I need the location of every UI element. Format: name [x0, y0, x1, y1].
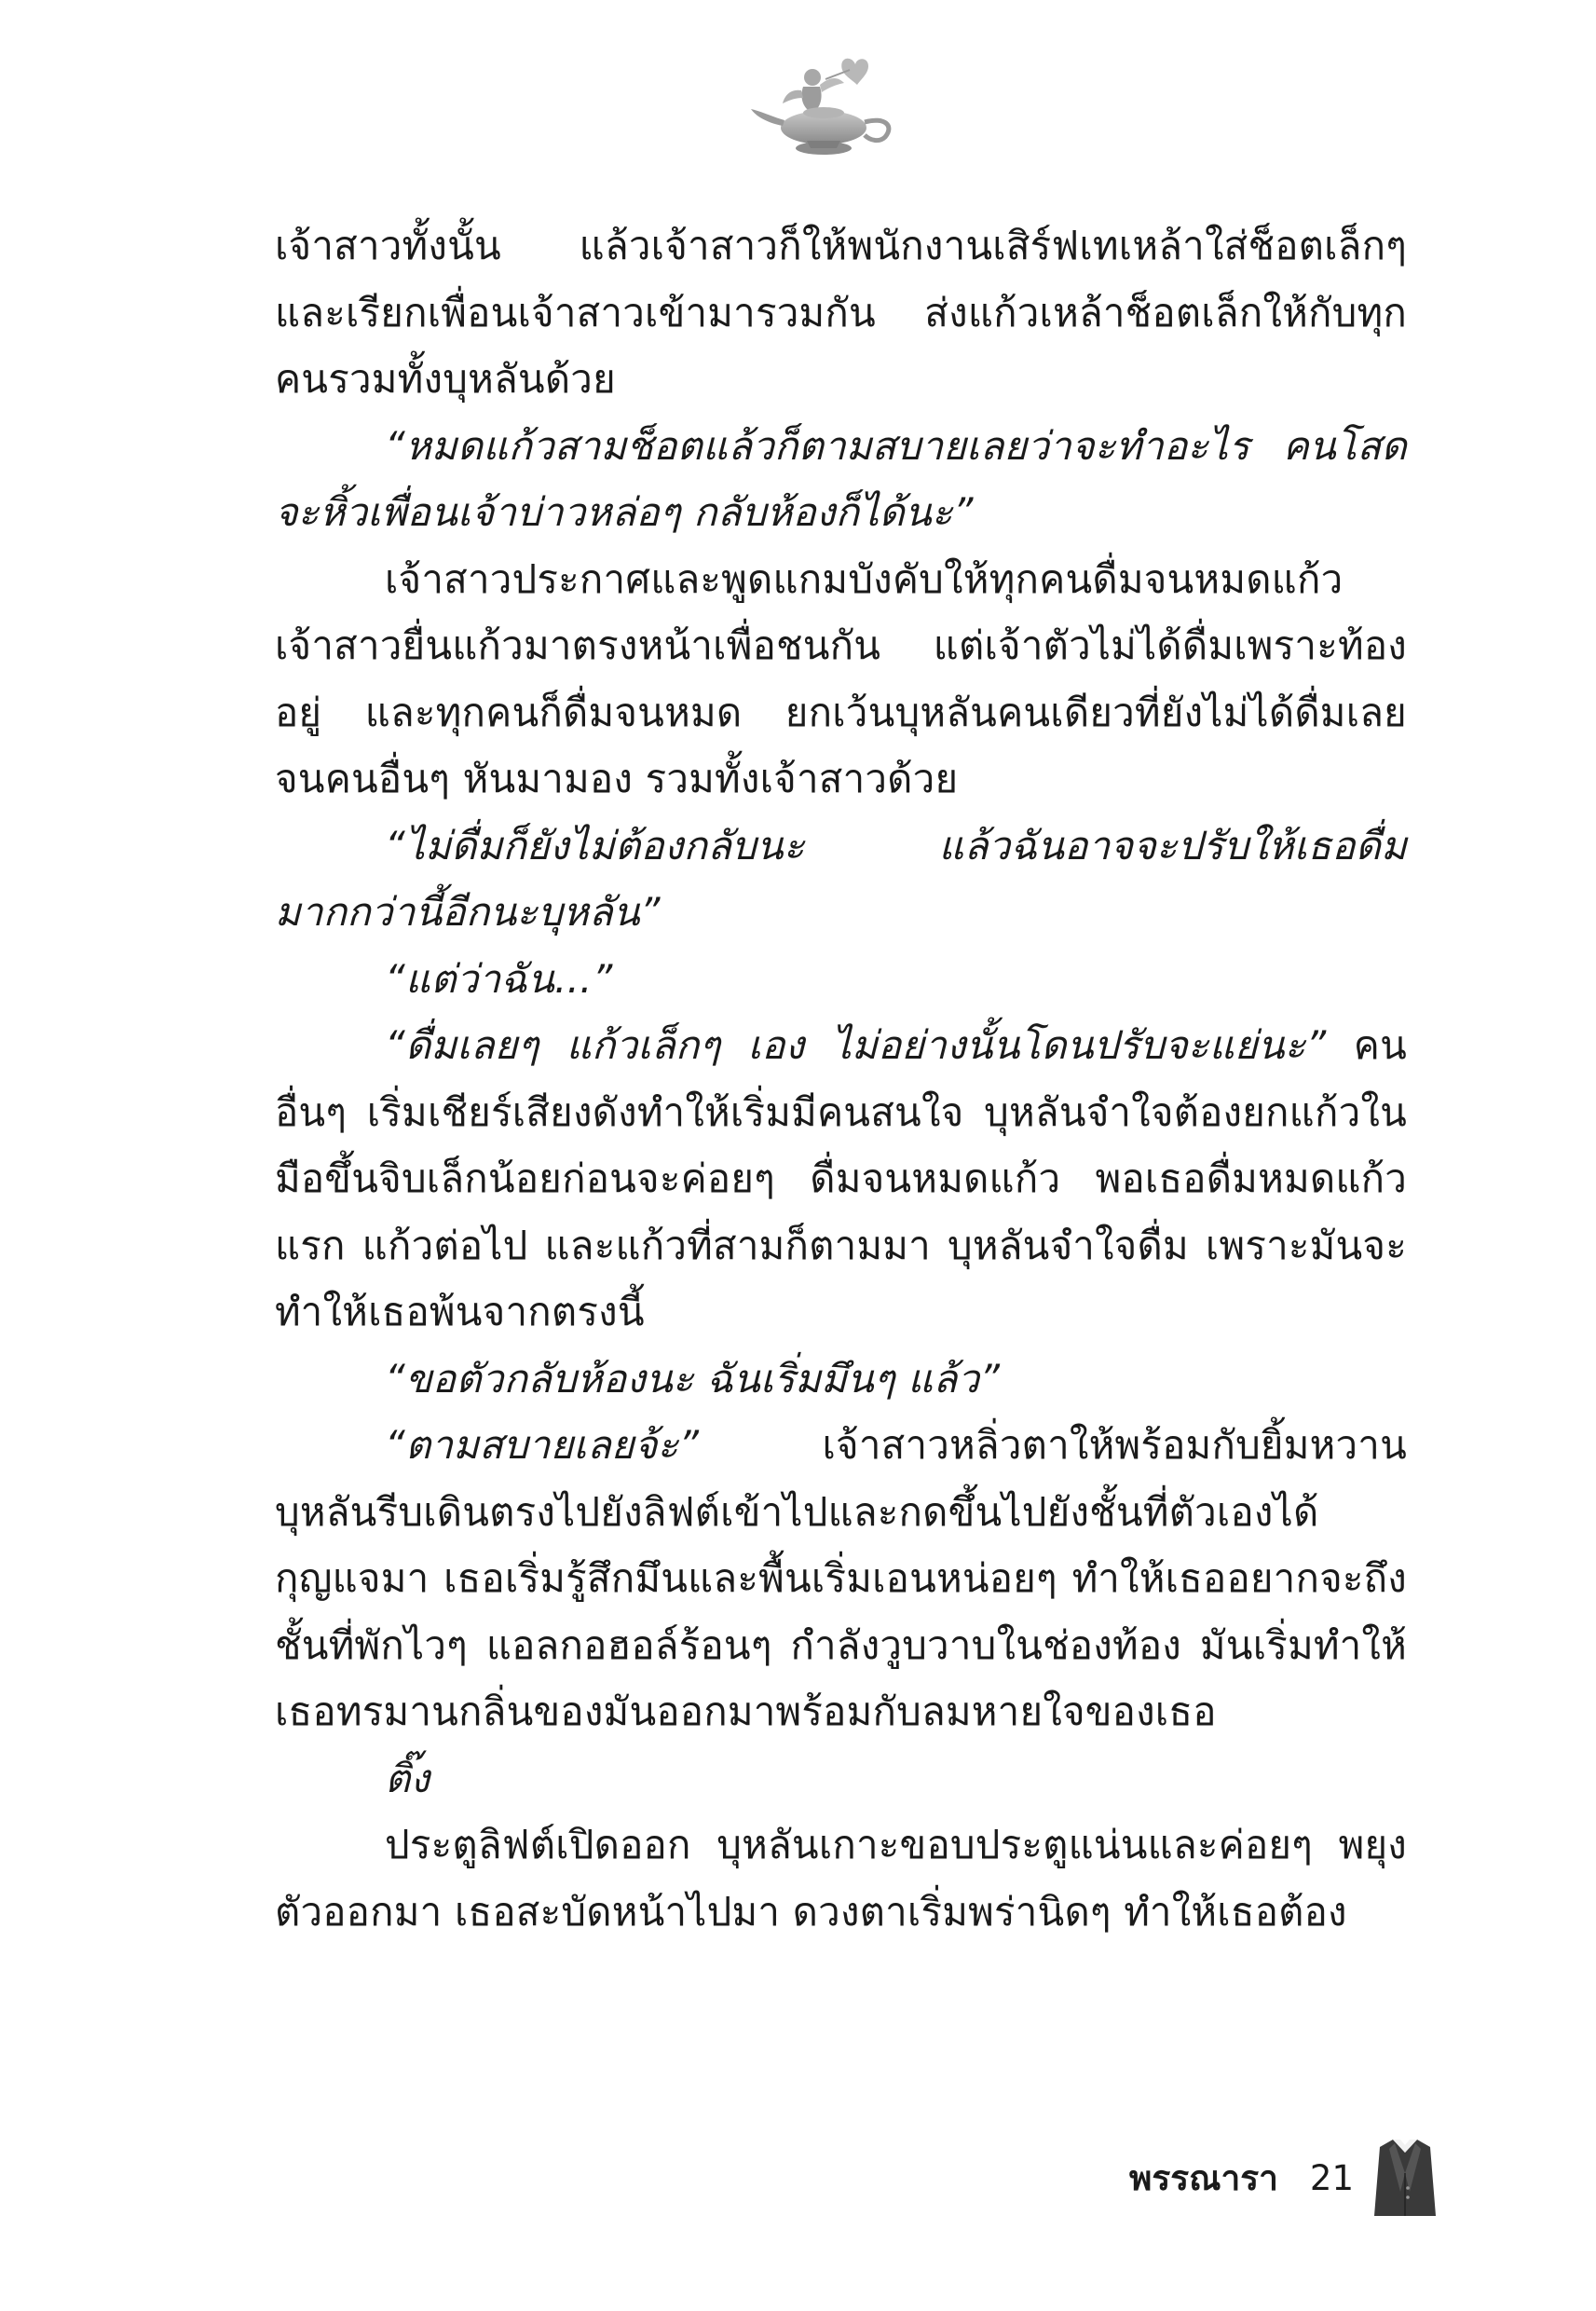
paragraph — [275, 212, 1407, 413]
page-number: 21 — [1309, 2157, 1354, 2198]
narration-text: ประตูลิฟต์เปิดออก บุหลันเกาะขอบประตูแน่นและค่อยๆ พยุงตัวออกมา เธอสะบัดหน้าไปมา ดวงตาเริ่มพร่านิดๆ ทำให้เธอต้อง — [275, 1822, 1407, 1935]
paragraph — [275, 946, 1407, 1013]
paragraph — [275, 813, 1407, 946]
dialogue-text: “ดื่มเลยๆ แก้วเล็กๆ เอง ไม่อย่างนั้นโดนปรับจะแย่นะ” — [385, 1022, 1327, 1068]
paragraph — [275, 1745, 1407, 1812]
paragraph — [275, 546, 1407, 813]
paragraph — [275, 1012, 1407, 1346]
paragraph — [275, 1346, 1407, 1413]
suit-jacket-icon — [1372, 2136, 1438, 2220]
paragraph — [275, 1412, 1407, 1745]
dialogue-text: “ขอตัวกลับห้องนะ ฉันเริ่มมึนๆ แล้ว” — [385, 1355, 1001, 1402]
page-footer — [1129, 2136, 1438, 2220]
story-text — [275, 212, 1407, 1945]
paragraph — [275, 1812, 1407, 1945]
sound-effect-text: ติ๊ง — [385, 1755, 430, 1801]
paragraph — [275, 413, 1407, 546]
dialogue-text: “ไม่ดื่มก็ยังไม่ต้องกลับนะ แล้วฉันอาจจะปรับให้เธอดื่มมากกว่านี้อีกนะบุหลัน” — [275, 822, 1407, 935]
dialogue-text: “หมดแก้วสามช็อตแล้วก็ตามสบายเลยว่าจะทำอะไร คนโสดจะหิ้วเพื่อนเจ้าบ่าวหล่อๆ กลับห้องก็ได้นะ” — [275, 422, 1407, 535]
dialogue-text: “แต่ว่าฉัน...” — [385, 955, 613, 1002]
book-title: พรรณารา — [1129, 2157, 1278, 2198]
narration-text: คนอื่นๆ เริ่มเชียร์เสียงดังทำให้เริ่มมีคนสนใจ บุหลันจำใจต้องยกแก้วในมือขึ้นจิบเล็กน้อยก่อนจะค่อยๆ ดื่มจนหมดแก้ว พอเธอดื่มหมดแก้วแรก แก้วต่อไป และแก้วที่สามก็ตามมา บุหลันจำใจดื่ม เพราะมันจะทำให้เธอพ้นจากตรงนี้ — [275, 1022, 1407, 1334]
cupid-teapot-icon — [745, 51, 904, 163]
dialogue-text: “ตามสบายเลยจ้ะ” — [385, 1422, 700, 1468]
narration-text: เจ้าสาวหลิ่วตาให้พร้อมกับยิ้มหวาน บุหลันรีบเดินตรงไปยังลิฟต์เข้าไปและกดขึ้นไปยังชั้นที่ตัวเองได้กุญแจมา เธอเริ่มรู้สึกมึนและพื้นเริ่มเอนหน่อยๆ ทำให้เธออยากจะถึงชั้นที่พักไวๆ แอลกอฮอล์ร้อนๆ กำลังวูบวาบในช่องท้อง มันเริ่มทำให้เธอทรมานกลิ่นของมันออกมาพร้อมกับลมหายใจของเธอ — [275, 1422, 1407, 1734]
narration-text: เจ้าสาวทั้งนั้น แล้วเจ้าสาวก็ให้พนักงานเสิร์ฟเทเหล้าใส่ช็อตเล็กๆ และเรียกเพื่อนเจ้าสาวเข้ามารวมกัน ส่งแก้วเหล้าช็อตเล็กให้กับทุกคนรวมทั้งบุหลันด้วย — [275, 223, 1407, 402]
narration-text: เจ้าสาวประกาศและพูดแกมบังคับให้ทุกคนดื่มจนหมดแก้ว เจ้าสาวยื่นแก้วมาตรงหน้าเพื่อชนกัน แต่เจ้าตัวไม่ได้ดื่มเพราะท้องอยู่ และทุกคนก็ดื่มจนหมด ยกเว้นบุหลันคนเดียวที่ยังไม่ได้ดื่มเลย จนคนอื่นๆ หันมามอง รวมทั้งเจ้าสาวด้วย — [275, 555, 1407, 801]
